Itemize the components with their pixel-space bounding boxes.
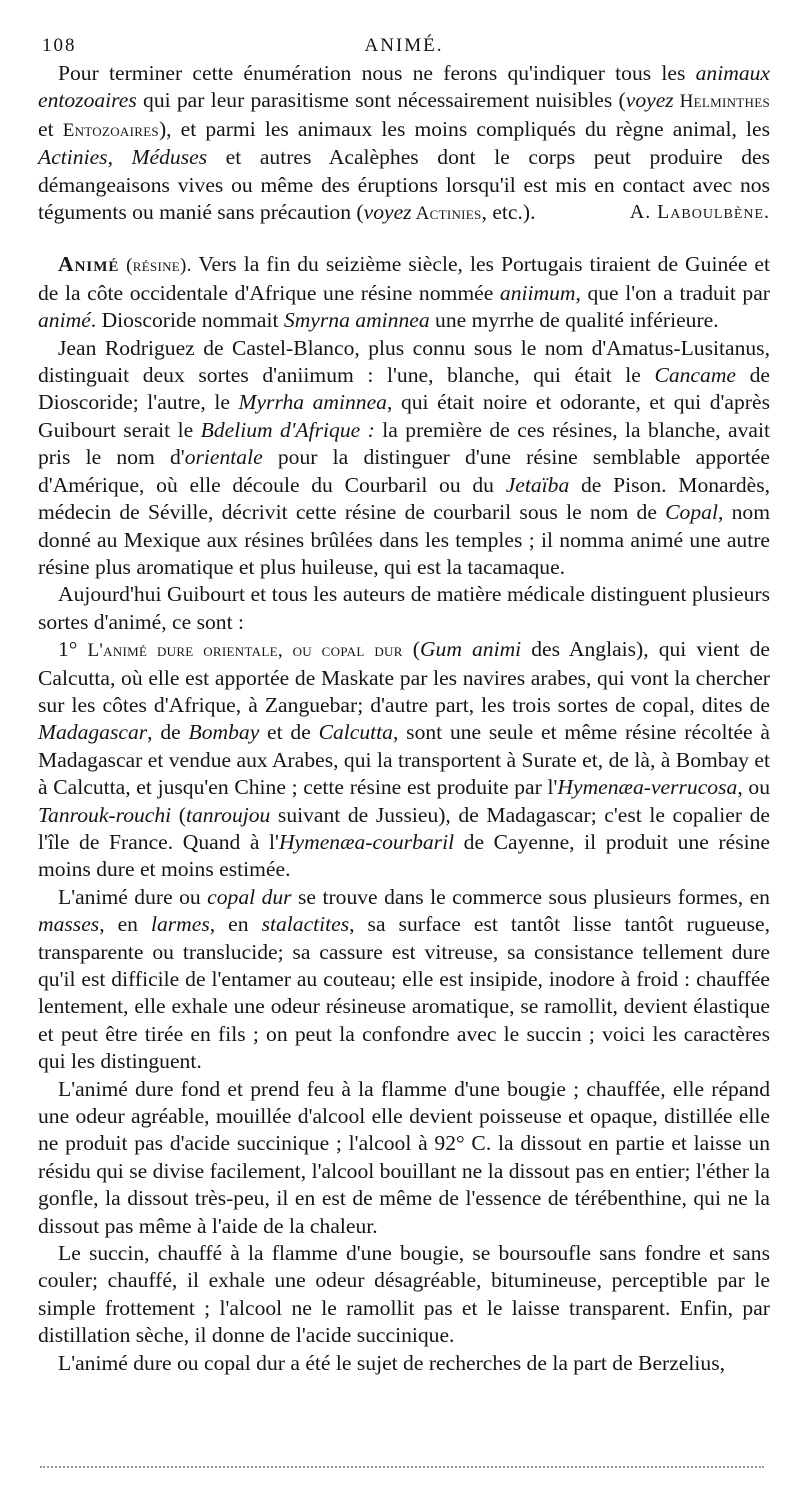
italic-term: Hymenæa-courbaril: [278, 829, 455, 854]
text-run: (: [402, 637, 420, 662]
article-paragraph-4: [38, 636, 770, 884]
article-paragraph-3: Aujourd'hui Guibourt et tous les auteurs de matière médicale distinguent plusieurs sortes d'animé, ce sont :: [38, 582, 770, 634]
text-run: L'animé dure ou: [58, 884, 208, 909]
list-number: 1°: [58, 637, 88, 662]
article-heading-tag: (résine).: [119, 255, 192, 277]
italic-term: Hymenæa-verrucosa: [557, 775, 738, 800]
text-run: , sa surface est tantôt lisse tantôt rugueuse, transparente ou translucide; sa cassure est vitreuse, sa consistance tellement dure qu'il est difficile de l'entamer au couteau; elle est insipide, inodore à froid : chauffée lentement, elle exhale une odeur résineuse aromatique, se ramollit, devient élastique et peut être tirée en fils ; on peut la confondre avec le succin ; voici les caractères qui les distinguent.: [38, 912, 771, 1074]
italic-term: animé: [38, 308, 91, 333]
article-paragraph-7: Le succin, chauffé à la flamme d'une bougie, se boursoufle sans fondre et sans couler; chauffé, il exhale une odeur désagréable, bitumineuse, perceptible par le simple frottement ; l'alcool ne le ramollit pas et le laisse transparent. Enfin, par distillation sèche, il donne de l'acide succinique.: [38, 1241, 770, 1348]
italic-term: Méduses: [131, 145, 208, 170]
text-run: , que l'on a traduit par: [575, 280, 770, 305]
italic-term: masses: [38, 912, 100, 937]
text-run: , en: [209, 912, 262, 937]
cross-reference: Entozoaires: [62, 119, 159, 141]
italic-term: Tanrouk-rouchi: [38, 802, 172, 827]
article-heading: Animé: [58, 252, 120, 277]
italic-term: Actinies: [38, 145, 108, 170]
italic-term: Bombay: [188, 720, 260, 745]
italic-term: stalactites: [261, 912, 350, 937]
text-run: une myrrhe de qualité inférieure.: [429, 308, 719, 333]
text-run: , etc.).: [481, 200, 536, 225]
subheading: L'animé dure orientale, ou copal dur: [87, 640, 403, 662]
running-title: ANIMÉ.: [364, 35, 444, 56]
running-header: [38, 26, 770, 60]
cross-reference: Helminthes: [673, 91, 770, 113]
page-number: 108: [42, 35, 77, 56]
italic-term: Myrrha aminnea: [238, 390, 387, 415]
text-run: de Dioscoride; l'autre, le: [38, 363, 770, 415]
text-run: Vers la fin du seizième siècle, les Portugais tiraient de Guinée et de la côte occidentale d'Afrique une résine nommée: [38, 252, 770, 305]
italic-term: voyez: [363, 200, 412, 225]
text-run: , ou: [737, 775, 770, 800]
italic-term: aniimum: [499, 280, 576, 305]
text-run: se trouve dans le commerce sous plusieurs formes, en: [291, 884, 770, 909]
text-run: , de: [147, 720, 189, 745]
text-run: suivant de Jussieu), de Madagascar; c'est le copalier de l'île de France. Quand à l': [38, 802, 770, 854]
text-run: pour la distinguer d'une résine semblable apportée d'Amérique, où elle découle du Courbaril ou du: [38, 445, 771, 497]
text-run: , en: [99, 912, 151, 937]
article-paragraph-6: L'animé dure fond et prend feu à la flamme d'une bougie ; chauffée, elle répand une odeur agréable, mouillée d'alcool elle devient poisseuse et opaque, distillée elle ne produit pas d'acide succinique ; l'alcool à 92° C. la dissout en partie et laisse un résidu qui se divise facilement, l'alcool bouillant ne la dissout pas en entier; l'éther la gonfle, la dissout très-peu, il en est de même de l'essence de térébenthine, qui ne la dissout pas même à l'aide de la chaleur.: [38, 1076, 770, 1238]
text-run: et: [38, 116, 63, 141]
italic-term: Gum animi: [419, 637, 522, 662]
text-run: la première de ces résines, la blanche, avait pris le nom d': [38, 417, 771, 470]
intro-paragraph: [38, 60, 770, 227]
italic-term: Copal: [665, 500, 718, 525]
italic-term: orientale: [184, 445, 263, 470]
italic-term: larmes: [150, 912, 210, 937]
article-paragraph-5: [38, 884, 770, 1076]
text-run: ), et parmi les animaux les moins compliqués du règne animal, les: [158, 116, 770, 141]
text-run: et autres Acalèphes dont le corps peut produire des démangeaisons vives ou même des éruptions lorsqu'il est mis en contact avec nos téguments ou manié sans précaution (: [38, 145, 771, 225]
article-paragraph-8: L'animé dure ou copal dur a été le sujet de recherches de la part de Berzelius,: [58, 1350, 725, 1375]
text-run: (: [171, 802, 186, 827]
italic-term: copal dur: [207, 884, 292, 909]
text-run: , sont une seule et même résine récoltée à Madagascar et vendue aux Arabes, qui la transportent à Surate et, de là, à Bombay et à Calcutta, et jusqu'en Chine ; cette résine est produite par l': [38, 720, 770, 800]
italic-term: Bdelium d'Afrique :: [200, 417, 375, 442]
text-run: . Dioscoride nommait: [90, 308, 284, 333]
italic-term: tanroujou: [185, 802, 271, 827]
text-run: qui par leur parasitisme sont nécessairement nuisibles (: [136, 88, 626, 113]
article-paragraph-2: [38, 335, 770, 582]
italic-term: Cancame: [654, 363, 736, 388]
text-run: et de: [259, 720, 319, 745]
italic-term: voyez: [625, 88, 674, 113]
text-run: Jean Rodriguez de Castel-Blanco, plus connu sous le nom d'Amatus-Lusitanus, distinguait deux sortes d'aniimum : l'une, blanche, qui était le: [38, 335, 770, 388]
text-run: , qui était noire et odorante, et qui d'après Guibourt serait le: [38, 390, 770, 442]
italic-term: Jetaïba: [505, 472, 570, 497]
section-gap: [38, 227, 770, 251]
footer-dotted-rule: [40, 1466, 764, 1468]
article-paragraph-1: [38, 251, 770, 334]
italic-term: Calcutta: [318, 720, 393, 745]
text-run: Pour terminer cette énumération nous ne ferons qu'indiquer tous les: [58, 61, 696, 85]
italic-term: animaux entozoaires: [38, 61, 770, 113]
text-run: de Pison. Monardès, médecin de Séville, décrivit cette résine de courbaril sous le nom de: [38, 472, 771, 525]
italic-term: Madagascar: [38, 720, 148, 745]
text-run: des Anglais), qui vient de Calcutta, où elle est apportée de Maskate par les navires arabes, qui vont la chercher sur les côtes d'Afrique, à Zanguebar; d'autre part, les trois sortes de copal, dites de: [38, 637, 770, 717]
author-signature: A. Laboulbène.: [629, 201, 770, 224]
text-run: ,: [107, 145, 132, 170]
text-run: de Cayenne, il produit une résine moins dure et moins estimée.: [38, 829, 770, 882]
cross-reference: Actinies: [411, 203, 482, 225]
text-run: , nom donné au Mexique aux résines brûlées dans les temples ; il nomma animé une autre résine plus aromatique et plus huileuse, qui est la tacamaque.: [38, 500, 770, 579]
italic-term: Smyrna aminnea: [283, 308, 430, 333]
